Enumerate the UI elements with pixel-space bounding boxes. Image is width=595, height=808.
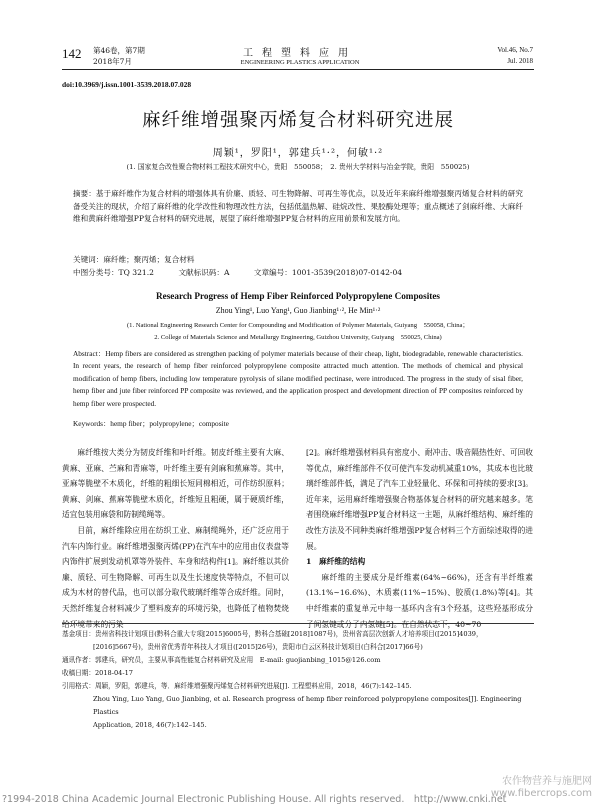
header-divider [62, 69, 534, 70]
header-issue-en [463, 45, 533, 67]
keywords-en: Keywords：hemp fiber；polypropylene；composite [73, 419, 229, 428]
title-cn: 麻纤维增强聚丙烯复合材料研究进展 [141, 110, 454, 131]
section-heading: 1 麻纤维的结构 [306, 557, 366, 567]
affiliation-en-2: 2. College of Materials Science and Metallurgy Engineering, Guizhou University, Guiyang 550025, China) [154, 334, 442, 341]
authors-cn: 周颖¹，罗阳¹，郭建兵¹·²，何敏¹·² [212, 148, 384, 159]
footnote-divider [62, 623, 534, 624]
date-en: Jul. 2018 [507, 57, 533, 65]
copyright-notice: ?1994-2018 China Academic Journal Electronic Publishing House. All rights reserved. http://www.cnki.net [2, 794, 507, 805]
page-number: 142 [62, 46, 82, 61]
article-id: 文章编号：1001-3539(2018)07-0142-04 [253, 268, 403, 277]
classification [73, 267, 424, 278]
document-code: 文献标识码：A [178, 268, 230, 277]
body-column-left [62, 445, 289, 632]
volume-en: Vol.46, No.7 [497, 46, 533, 54]
clc-number: 中图分类号：TQ 321.2 [73, 268, 155, 277]
abstract-cn: 摘要：基于麻纤维作为复合材料的增强体具有价廉、质轻、可生物降解、可再生等优点，以及近年来麻纤维增强聚丙烯复合材料的研究备受关注的现状，介绍了麻纤维的化学改性和物理改性方法，包括低温热解、硅烷改性、果胶酶处理等；重点概述了剑麻纤维、大麻纤维和黄麻纤维增强PP复合材料的研究进展，展望了麻纤维增强PP复合材料的应用前景和发展方向。 [73, 189, 523, 223]
body-paragraph: [2]。麻纤维增强材料具有密度小、耐冲击、吸音隔热性好、可回收等优点，麻纤维部件不仅可使汽车发动机减重10%，其成本也比玻璃纤维部件低，满足了汽车工业轻量化、环保和可持续的要求[3]。近年来，运用麻纤维增强聚合物基体复合材料的研究越来越多。笔者围绕麻纤维增强PP复合材料这一主题，从麻纤维结构、麻纤维的改性方法及不同种类麻纤维增强PP复合材料三个方面综述取得的进展。 [306, 448, 533, 551]
affiliations-en [62, 320, 534, 344]
received-date: 收稿日期：2018-04-17 [62, 669, 133, 677]
affiliation-en-1: (1. National Engineering Research Center for Compounding and Modification of Polymer Materials, Guiyang 550058, China； [126, 322, 470, 329]
journal-name-en: ENGINEERING PLASTICS APPLICATION [240, 59, 360, 66]
funding-note: 基金项目：贵州省科技计划项目(黔科合重大专项[2015]6005号，黔科合基础[2018]1087号)，贵州省高层次创新人才培养项目([2015]4039， [62, 630, 483, 638]
watermark-line-1: 农作物营养与施肥网 [502, 776, 592, 787]
abstract-en: Abstract：Hemp fibers are considered as strengthen packing of polymer materials because of their cheap, light, biodegradable, renewable characteristics. In recent years, the research of hemp fiber reinforced polypropylene composite attracted much attention. The methods of chemical and physical modification of hemp fibers, including low temperature pyrolysis of silane modified pectinase, were introduced. The progress in the study of sisal fiber, hemp fiber and jute fiber reinforced PP composite was reviewed, and the application prospect and development direction of PP composites reinforced by hemp fiber were prospected. [73, 349, 523, 408]
body-paragraph: 麻纤维的主要成分是纤维素(64%~66%)，还含有半纤维素(13.1%~16.6%)、木质素(11%~15%)、胶质(1.8%)等[4]。其中纤维素的重复单元中每一基环内含有3个羟基，这些羟基形成分子间氢键或分子内氢键[5]。在自然状态下，40~70 [306, 572, 533, 629]
journal-header [215, 44, 385, 66]
affiliations-cn: (1. 国家复合改性聚合物材料工程技术研究中心，贵阳 550058； 2. 贵州大学材料与冶金学院，贵阳 550025) [126, 163, 470, 171]
title-en: Research Progress of Hemp Fiber Reinforced Polypropylene Composites [155, 291, 440, 301]
keywords-cn: 关键词：麻纤维；聚丙烯；复合材料 [73, 255, 195, 264]
authors-en: Zhou Ying¹, Luo Yang¹, Guo Jianbing¹·², He Min¹·² [215, 306, 381, 315]
citation-en-cont: Application, 2018, 46(7):142–145. [93, 721, 207, 729]
volume-cn: 第46卷，第7期 [93, 46, 145, 55]
funding-note-cont: [2016]5667号)，贵州省优秀青年科技人才项目([2015]26号)，贵阳市白云区科技计划项目(白科合[2017]66号) [93, 643, 423, 651]
journal-name-cn: 工程塑料应用 [243, 48, 357, 59]
citation-cn: 引用格式：周颖，罗阳，郭建兵，等．麻纤维增强聚丙烯复合材料研究进展[J]. 工程塑料应用，2018，46(7):142–145. [62, 682, 412, 690]
body-paragraph: 麻纤维按大类分为韧皮纤维和叶纤维。韧皮纤维主要有大麻、黄麻、亚麻、苎麻和青麻等，叶纤维主要有剑麻和蕉麻等。其中，亚麻等脆壁不木质化，纤维的粗细长短同棉相近，可作纺织原料；黄麻、剑麻、蕉麻等脆壁木质化，纤维短且粗硬，属于硬质纤维，适宜包装用麻袋和防制缆绳等。 [62, 448, 289, 520]
doi: doi:10.3969/j.issn.1001-3539.2018.07.028 [62, 80, 192, 89]
citation-en: Zhou Ying, Luo Yang, Guo Jianbing, et al. Research progress of hemp fiber reinforced polypropylene composites[J]. Engineering Plastics [93, 695, 522, 716]
corresponding-author: 通讯作者：郭建兵，研究员，主要从事高性能复合材料研究及应用 E-mail: guojianbing_1015@126.com [62, 656, 381, 664]
watermark [474, 776, 592, 800]
header-issue-cn [93, 45, 145, 67]
watermark-line-2: www.fibercrops.com [490, 788, 592, 799]
date-cn: 2018年7月 [93, 57, 132, 66]
body-paragraph: 目前，麻纤维除应用在纺织工业、麻制缆绳外，还广泛应用于汽车内饰行业。麻纤维增强聚丙烯(PP)在汽车中的应用由仪表盘等内饰件扩展到发动机罩等外装件、车身和结构件[1]。麻纤维以其价廉、质轻、可生物降解、可再生以及生长速度快等特点，不但可以成为木材的替代品，也可以部分取代玻璃纤维等合成纤维。同时，天然纤维复合材料减少了塑料废弃的环境污染，也降低了植物焚烧给环境带来的污染 [62, 525, 289, 629]
body-column-right [306, 445, 533, 632]
footnotes [62, 628, 534, 732]
